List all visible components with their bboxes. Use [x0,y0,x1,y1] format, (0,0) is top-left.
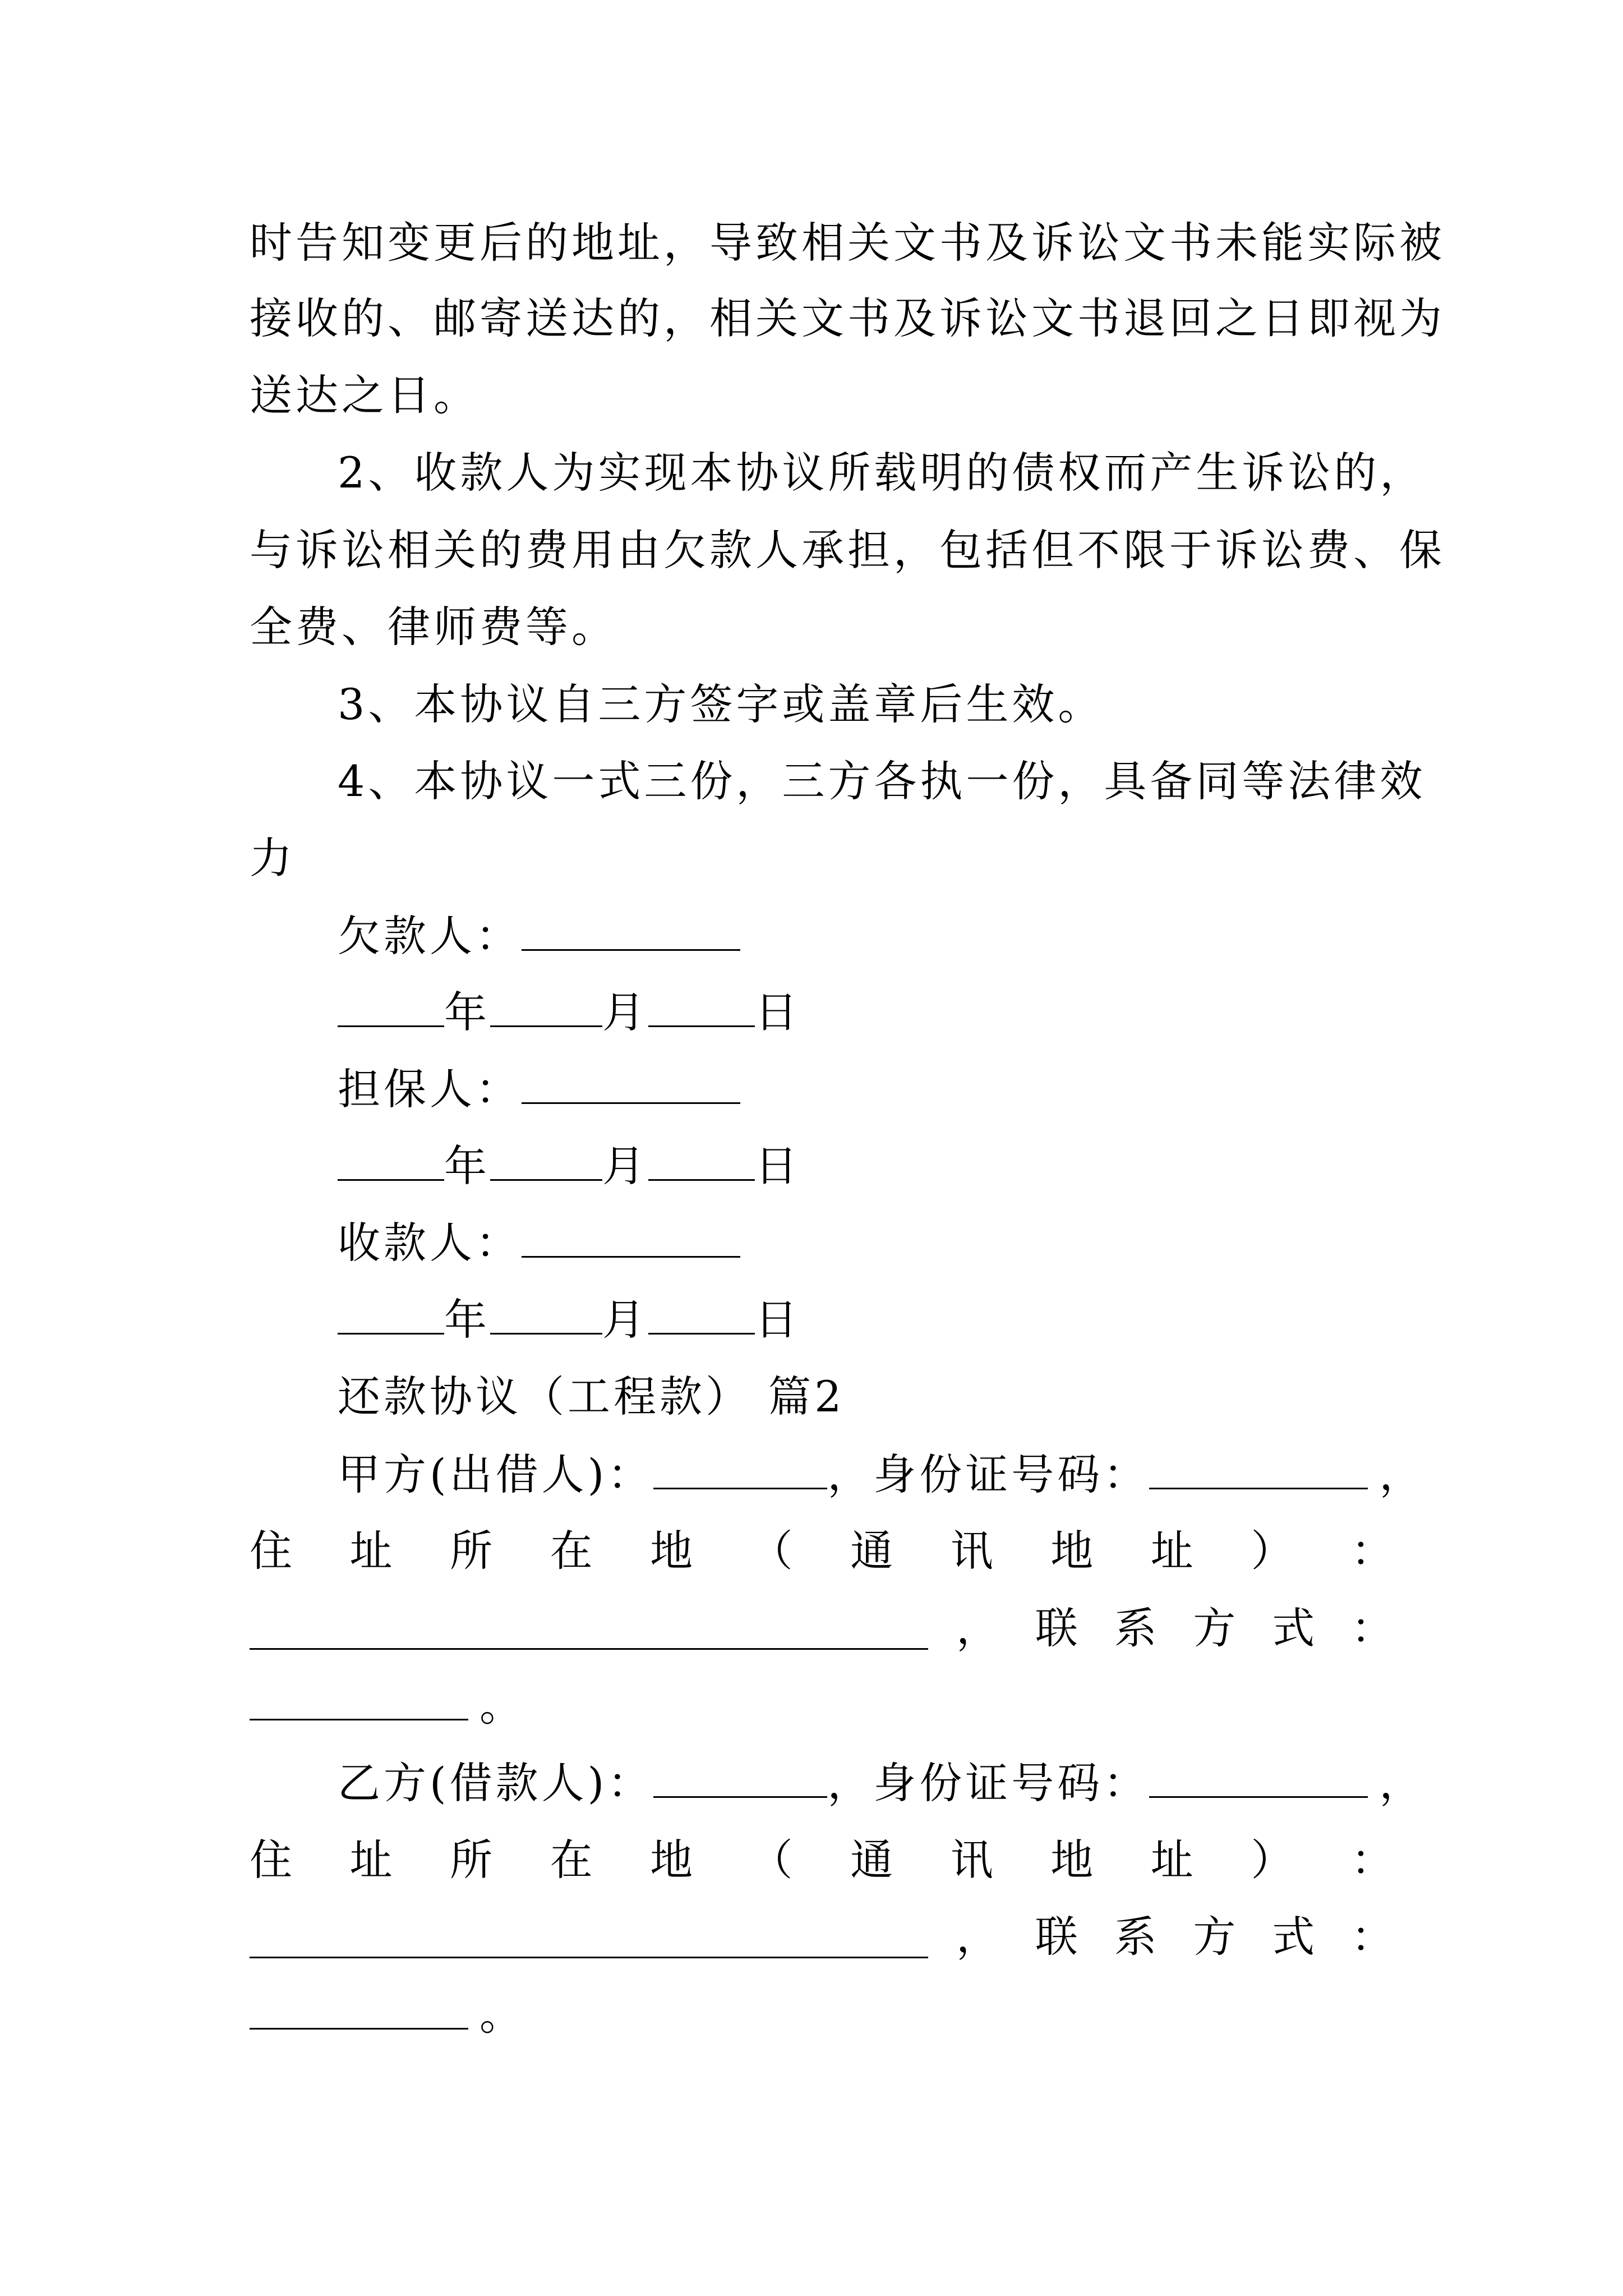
contact-char: 方 [1193,1603,1236,1653]
debtor-signature-blank[interactable] [522,914,740,951]
guarantor-day-blank[interactable] [648,1144,755,1181]
address-char: 在 [550,1526,593,1576]
address-char: 址 [349,1526,393,1576]
party-a-contact-line [250,1681,1394,1731]
guarantor-label: 担保人： [338,1064,522,1114]
address-char: 住 [250,1526,292,1576]
party-b-contact-blank[interactable] [250,1993,468,2030]
debtor-day-blank[interactable] [648,991,755,1027]
clause-2-line-2: 与诉讼相关的费用由欠款人承担，包括但不限于诉讼费、保 [250,525,1445,575]
year-label: 年 [444,987,490,1037]
address-char: ： [1350,1526,1394,1576]
period: 。 [479,1681,525,1731]
party-b-contact-line [250,1990,1394,2040]
contact-char: 系 [1114,1912,1157,1962]
address-char: （ [750,1526,793,1576]
address-char: 讯 [950,1526,993,1576]
contact-char: 方 [1193,1912,1236,1962]
month-label: 月 [602,1295,648,1345]
party-b-address-blank[interactable] [250,1922,928,1958]
address-char: ： [1350,1835,1394,1885]
contact-char: 式 [1272,1912,1315,1962]
party-b-line [338,1758,1426,1808]
party-a-line [338,1450,1426,1499]
address-char: 地 [1050,1526,1094,1576]
contact-char: 联 [1035,1603,1078,1653]
contact-char: ： [1350,1603,1394,1653]
party-a-contact-blank[interactable] [250,1684,468,1720]
party-b-id-blank[interactable] [1149,1761,1368,1798]
year-label: 年 [444,1295,490,1345]
body-line-1: 时告知变更后的地址，导致相关文书及诉讼文书未能实际被 [250,218,1445,268]
period: 。 [479,1990,525,2040]
address-char: ） [1251,1526,1294,1576]
guarantor-month-blank[interactable] [490,1144,602,1181]
party-a-id-blank[interactable] [1149,1453,1368,1489]
address-char: 所 [450,1526,493,1576]
contact-char: ： [1350,1912,1394,1962]
party-a-address-label-line [250,1526,1394,1576]
debtor-year-blank[interactable] [338,991,444,1027]
body-line-3: 送达之日。 [250,370,479,420]
id-label: ，身份证号码： [827,1450,1150,1499]
guarantor-date-line [338,1141,1482,1191]
section-2-title: 还款协议（工程款） 篇2 [338,1372,845,1421]
party-a-name-blank[interactable] [653,1453,827,1489]
address-char: 住 [250,1835,292,1885]
address-char: 讯 [950,1835,993,1885]
address-char: 址 [1150,1526,1193,1576]
address-char: 在 [550,1835,593,1885]
party-b-address-label-line [250,1835,1394,1885]
address-char: 地 [1050,1835,1094,1885]
address-char: 所 [450,1835,493,1885]
id-label: ，身份证号码： [827,1758,1150,1808]
address-char: 址 [1150,1835,1193,1885]
day-label: 日 [755,1141,801,1191]
day-label: 日 [755,987,801,1037]
payee-day-blank[interactable] [648,1298,755,1335]
payee-year-blank[interactable] [338,1298,444,1335]
month-label: 月 [602,987,648,1037]
payee-date-line [338,1295,1482,1345]
contact-char: ， [956,1912,999,1962]
clause-2-line-3: 全费、律师费等。 [250,602,617,652]
party-b-address-contact-line [250,1912,1394,1962]
address-char: ） [1251,1835,1294,1885]
payee-month-blank[interactable] [490,1298,602,1335]
contact-char: 式 [1272,1603,1315,1653]
debtor-month-blank[interactable] [490,991,602,1027]
debtor-date-line [338,987,1482,1037]
clause-4-line-2: 力 [250,833,296,883]
party-b-label: 乙方(借款人)： [338,1758,654,1808]
day-label: 日 [755,1295,801,1345]
party-a-address-blank[interactable] [250,1613,928,1650]
party-b-name-blank[interactable] [653,1761,827,1798]
guarantor-signature-blank[interactable] [522,1068,740,1104]
debtor-signature-line [338,911,1482,961]
address-char: 地 [650,1835,693,1885]
party-b-contact-label [956,1912,1394,1962]
clause-3: 3、本协议自三方签字或盖章后生效。 [338,679,1104,729]
payee-label: 收款人： [338,1218,522,1268]
party-a-contact-label [956,1603,1394,1653]
address-char: 通 [850,1835,893,1885]
address-char: 通 [850,1526,893,1576]
contact-char: 系 [1114,1603,1157,1653]
debtor-label: 欠款人： [338,911,522,961]
year-label: 年 [444,1141,490,1191]
payee-signature-blank[interactable] [522,1221,740,1258]
body-line-2: 接收的、邮寄送达的，相关文书及诉讼文书退回之日即视为 [250,293,1445,343]
comma: ， [1379,1450,1426,1499]
party-a-label: 甲方(出借人)： [338,1450,654,1499]
guarantor-year-blank[interactable] [338,1144,444,1181]
address-char: 址 [349,1835,393,1885]
contact-char: ， [956,1603,999,1653]
clause-4-line-1: 4、本协议一式三份，三方各执一份，具备同等法律效 [338,756,1426,806]
payee-signature-line [338,1218,1482,1268]
address-char: 地 [650,1526,693,1576]
comma: ， [1379,1758,1426,1808]
month-label: 月 [602,1141,648,1191]
clause-2-line-1: 2、收款人为实现本协议所载明的债权而产生诉讼的， [338,448,1426,498]
guarantor-signature-line [338,1064,1482,1114]
address-char: （ [750,1835,793,1885]
contact-char: 联 [1035,1912,1078,1962]
party-a-address-contact-line [250,1603,1394,1653]
